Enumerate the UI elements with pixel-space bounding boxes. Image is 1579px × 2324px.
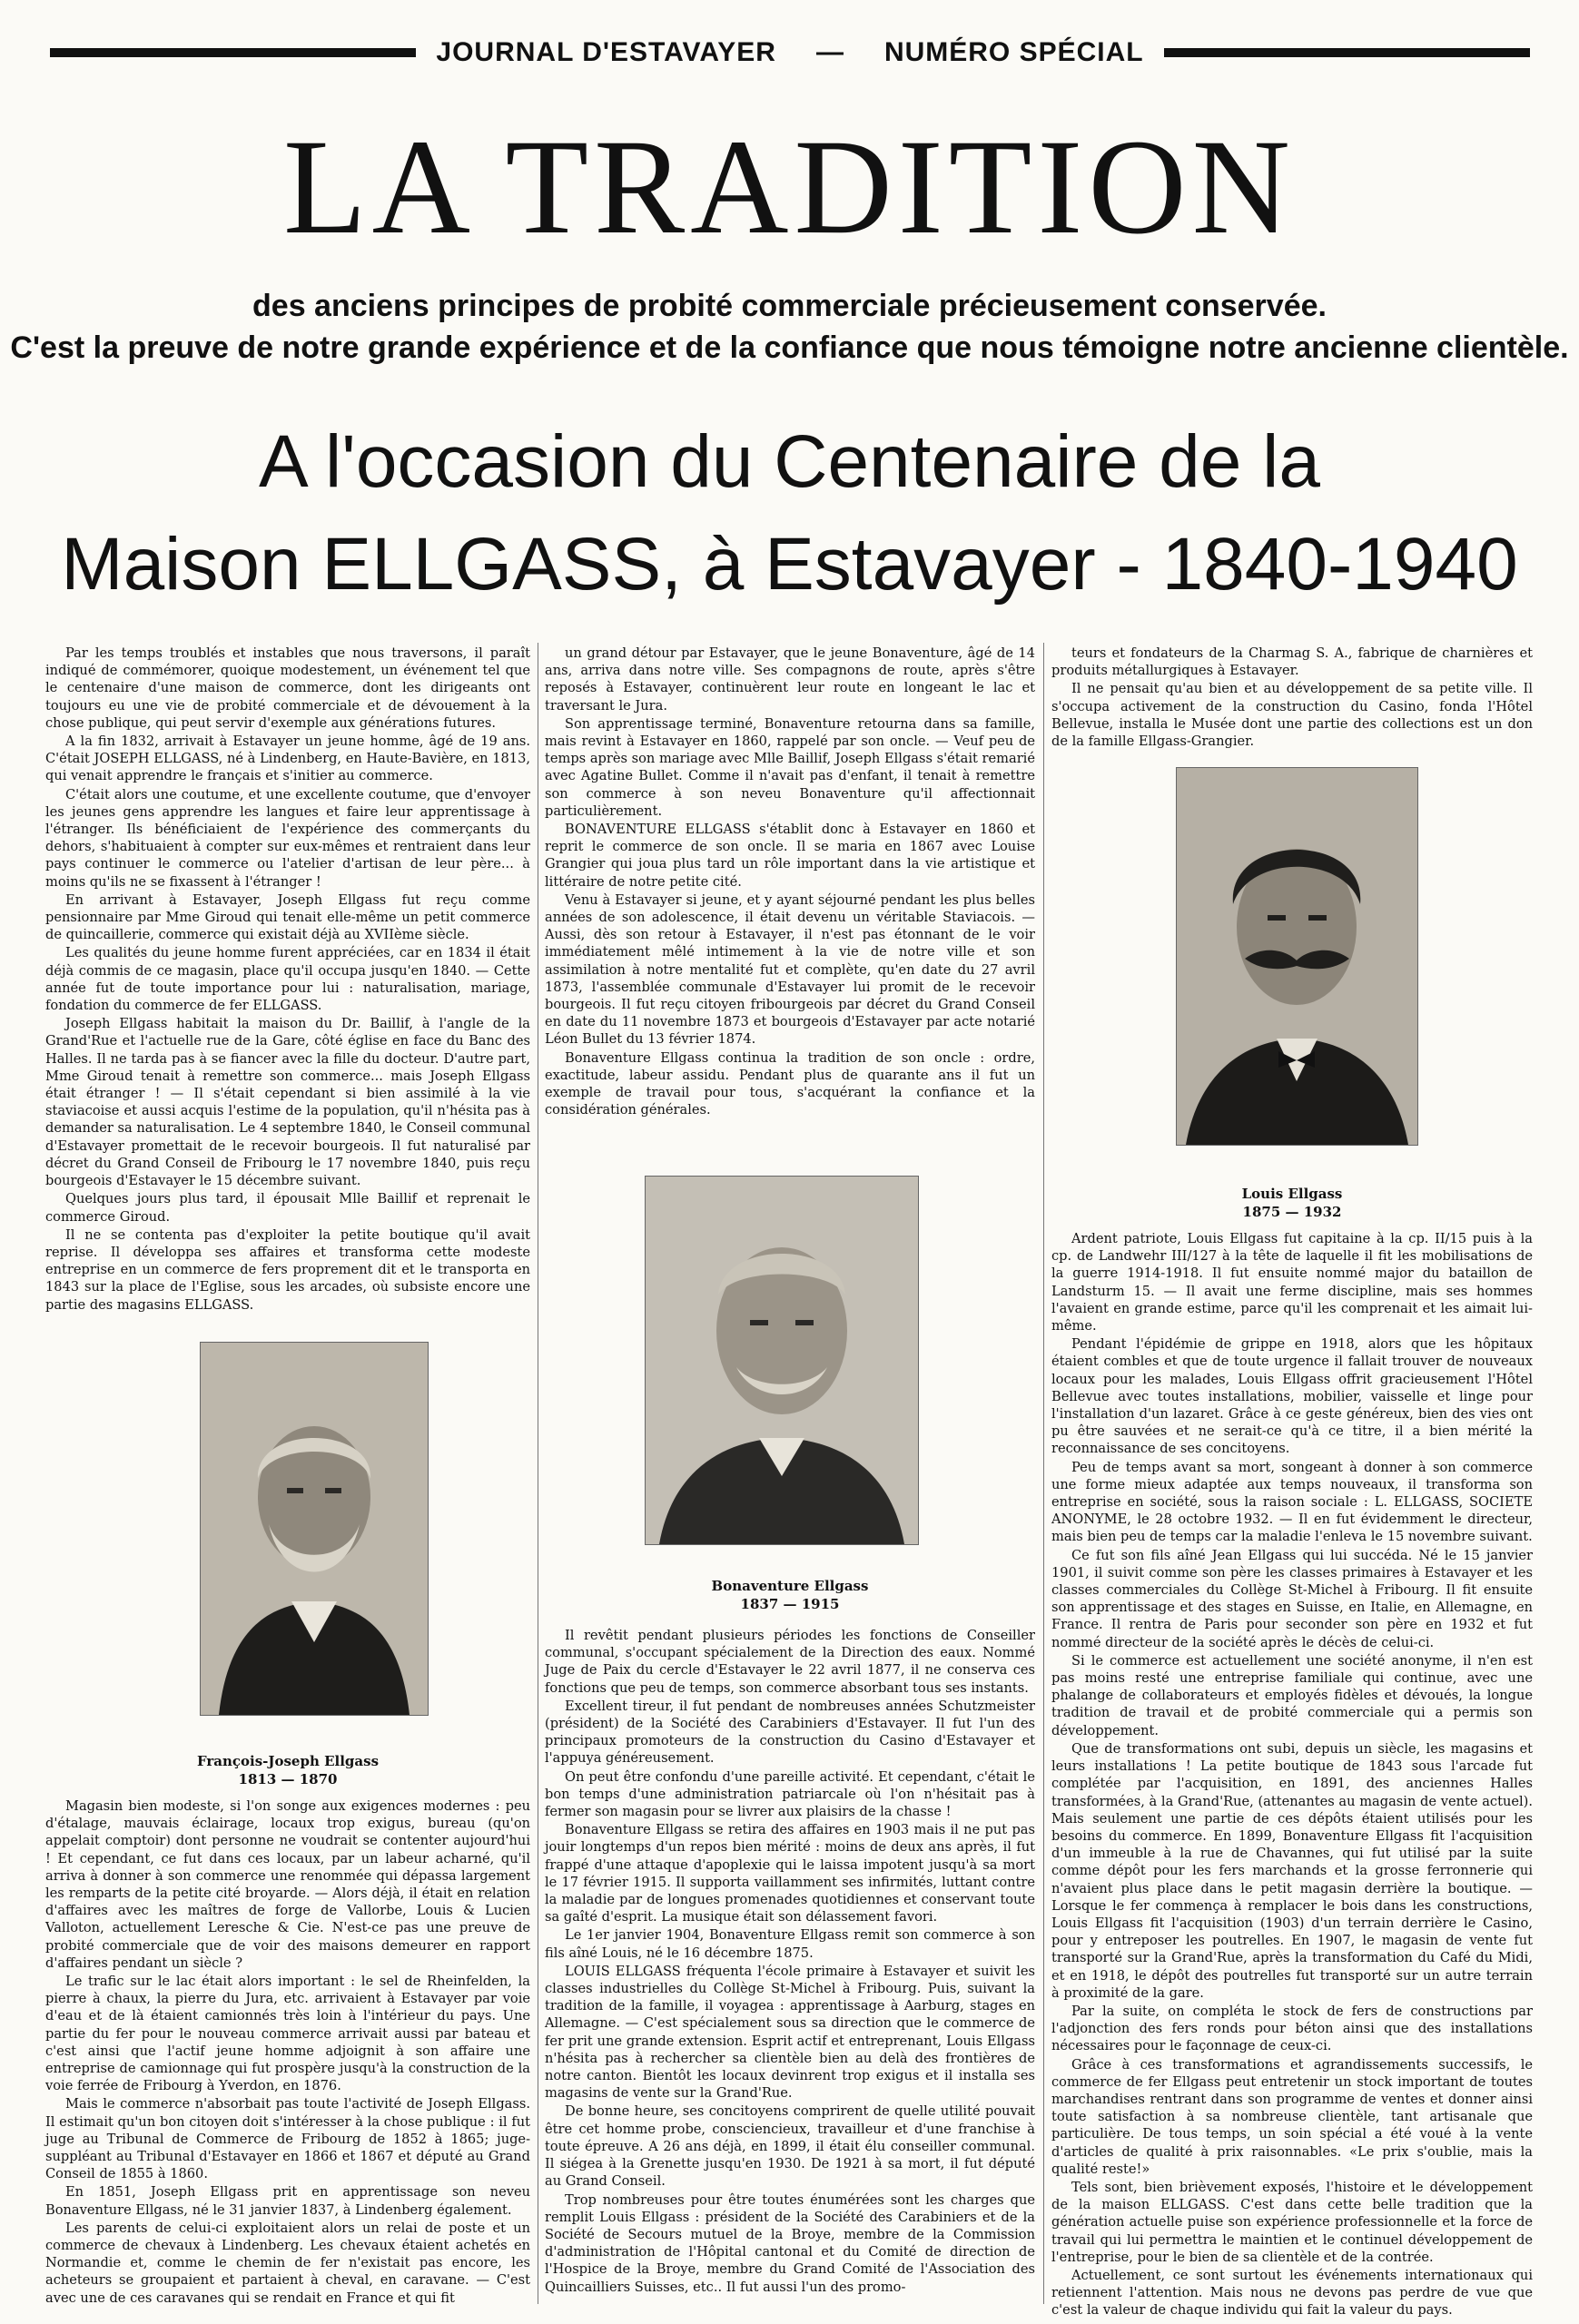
paragraph: Bonaventure Ellgass continua la tradition de son oncle : ordre, exactitude, labeur assidu. Pendant plus de quarante ans il fut un exemple de travail pour tous, s'acquérant la confiance et la considération générales. bbox=[545, 1049, 1035, 1118]
caption-louis bbox=[1051, 1185, 1533, 1221]
paragraph: Ardent patriote, Louis Ellgass fut capitaine à la cp. II/15 puis à la cp. de Landwehr III/127 à la tête de laquelle il fit les mobilisations de la guerre 1914-1918. Il fut ensuite nommé major du bataillon de Landsturm 15. — Il avait une ferme discipline, mais ses hommes l'avaient en grande estime, parce qu'il les comprenait et les aimait lui-même. bbox=[1051, 1231, 1533, 1334]
caption-bonaventure bbox=[545, 1577, 1035, 1613]
column-3-bottom bbox=[1051, 1230, 1533, 2320]
paragraph: Son apprentissage terminé, Bonaventure retourna dans sa famille, mais revint à Estavayer en 1860, rappelé par son oncle. — Veuf peu de temps après son mariage avec Mlle Baillif, Joseph Ellgass s'était remarié avec Agatine Bullet. Comme il n'avait pas d'enfant, il tenait à remettre son commerce à son neveu Bonaventure qu'il affectionnait particulièrement. bbox=[545, 715, 1035, 819]
column-2-top bbox=[545, 645, 1035, 1119]
paragraph: Actuellement, ce sont surtout les événements internationaux qui retiennent l'attention. Mais nous ne devons pas perdre de vue que c'est la valeur de chaque individu qui fait la valeur du pays. bbox=[1051, 2267, 1533, 2319]
column-3-top bbox=[1051, 645, 1533, 751]
column-divider bbox=[1043, 643, 1044, 2304]
paragraph: teurs et fondateurs de la Charmag S. A., fabrique de charnières et produits métallurgiques à Estavayer. bbox=[1051, 645, 1533, 679]
caption-name: Bonaventure Ellgass bbox=[711, 1578, 869, 1594]
paragraph: Tels sont, bien brièvement exposés, l'histoire et le développement de la maison ELLGASS. C'est dans cette belle tradition que la génération actuelle puise son expérience professionnelle et la force de travail qui lui permettra le maintien et le continuel développement de l'entreprise, pour le bien de sa clientèle et de la contrée. bbox=[1051, 2179, 1533, 2265]
paragraph: Les parents de celui-ci exploitaient alors un relai de poste et un commerce de chevaux à Lindenberg. Les chevaux étaient achetés en Normandie et, comme le chemin de fer n'existait pas encore, les acheteurs se groupaient et partaient à cheval, en caravane. — C'est avec une de ces caravanes qui se rendait en France et qui fit bbox=[45, 2220, 530, 2306]
paragraph: Que de transformations ont subi, depuis un siècle, les magasins et leurs installations ! La petite boutique de 1843 sous l'arcade fut complétée par l'acquisition, en 1891, des anciennes Halles transformées, à la Grand'Rue, (attenantes au magasin de vente actuel). Mais seulement une partie de ces dépôts étaient utilisés pour les besoins du commerce. En 1899, Bonaventure Ellgass fit l'acquisition d'un immeuble à la rue de Chavannes, qui fut utilisé par la suite comme dépôt pour les fers marchands et la grosse ferronnerie qui n'avaient plus place dans le petit magasin derrière la boutique. — Lorsque le fer commença à remplacer le bois dans les constructions, Louis Ellgass fit l'acquisition (1903) d'un terrain derrière le Casino, pour y entreposer les poutrelles. En 1907, le magasin de vente fut transporté sur la Grand'Rue, après la transformation du Café du Midi, et en 1918, le dépôt des poutrelles fut transporté sur un autre terrain à proximité de la gare. bbox=[1051, 1740, 1533, 2001]
paragraph: Joseph Ellgass habitait la maison du Dr. Baillif, à l'angle de la Grand'Rue et l'actuelle rue de la Gare, côté église en face du Banc des Halles. Il ne tarda pas à se fiancer avec la fille du docteur. D'autre part, Mme Giroud tenait à remettre son commerce... mais Joseph Ellgass était étranger ! — Il s'était cependant si bien assimilé à la vie staviacoise et aussi acquis l'estime de la population, qu'il n'hésita pas à demander sa naturalisation. Le 4 septembre 1840, le Conseil communal d'Estavayer promettait de le recevoir bourgeois. Il fut naturalisé par décret du Grand Conseil de Fribourg le 17 novembre 1840, puis reçu bourgeois d'Estavayer le 15 décembre suivant. bbox=[45, 1016, 530, 1189]
paragraph: Excellent tireur, il fut pendant de nombreuses années Schutzmeister (président) de la Société des Carabiniers d'Estavayer. Il fut l'un des principaux promoteurs de la construction du Casino d'Estavayer et l'appuya généreusement. bbox=[545, 1698, 1035, 1767]
paragraph: Le 1er janvier 1904, Bonaventure Ellgass remit son commerce à son fils aîné Louis, né le 16 décembre 1875. bbox=[545, 1927, 1035, 1961]
portrait-image bbox=[646, 1177, 918, 1544]
paragraph: Ce fut son fils aîné Jean Ellgass qui lui succéda. Né le 15 janvier 1901, il suivit comme son père les classes primaires à Estavayer et les classes commerciales du Collège St-Michel à Fribourg. Il fit ensuite son apprentissage et des stages en Suisse, en Italie, en Allemagne, en France. Il rentra de Paris pour seconder son père en 1932 et fut nommé directeur de la société après le décès de celui-ci. bbox=[1051, 1547, 1533, 1650]
masthead-rule-right bbox=[1164, 48, 1530, 57]
portrait-louis-ellgass bbox=[1176, 767, 1418, 1146]
paragraph: Il ne pensait qu'au bien et au développement de sa petite ville. Il s'occupa activement de la construction du Casino, fonda l'Hôtel Bellevue, installa le Musée dont une partie des collections est un don de la famille Ellgass-Grangier. bbox=[1051, 681, 1533, 750]
paragraph: Les qualités du jeune homme furent appréciées, car en 1834 il était déjà commis de ce magasin, place qu'il occupa jusqu'en 1840. — Cette année fut de toute importance pour lui : naturalisation, mariage, fondation du commerce de fer ELLGASS. bbox=[45, 945, 530, 1014]
paragraph: Grâce à ces transformations et agrandissements successifs, le commerce de fer Ellgass peut entretenir un stock important de toutes marchandises rentrant dans son programme de ventes et donner ainsi toute satisfaction à sa nombreuse clientèle, tant artisanale que particulière. De tous temps, un soin spécial a été voué à la vente d'articles de qualité à prix raisonnables. «Le prix s'oublie, mais la qualité reste!» bbox=[1051, 2056, 1533, 2177]
paragraph: Pendant l'épidémie de grippe en 1918, alors que les hôpitaux étaient combles et que de toute urgence il fallait trouver de nouveaux locaux pour les malades, Louis Ellgass offrit gracieusement l'Hôtel Bellevue avec toutes installations, mobilier, vaisselle et linge pour l'installation d'un lazaret. Grâce à ce geste généreux, bien des vies ont pu être sauvées et ne serait-ce qu'à ce titre, il a bien mérité la reconnaissance de ses concitoyens. bbox=[1051, 1336, 1533, 1457]
paragraph: C'était alors une coutume, et une excellente coutume, que d'envoyer les jeunes gens apprendre les langues et faire leur apprentissage à l'étranger. Ils bénéficiaient de l'expérience des commerçants du dehors, s'habituaient à compter sur eux-mêmes et rentraient dans leur pays continuer le commerce ou l'atelier d'artisan de leur père... à moins qu'ils ne se fixassent à l'étranger ! bbox=[45, 786, 530, 890]
paragraph: LOUIS ELLGASS fréquenta l'école primaire à Estavayer et suivit les classes industrielles du Collège St-Michel à Fribourg. Puis, suivant la tradition de la famille, il voyagea : apprentissage à Aarburg, stages en Allemagne. — C'est spécialement sous sa direction que le commerce de fer prit une grande extension. Esprit actif et entreprenant, Louis Ellgass n'hésita pas à rechercher sa clientèle bien au delà des frontières de notre canton. Bientôt les locaux devinrent trop exigus et il installa ses magasins de vente sur la Grand'Rue. bbox=[545, 1963, 1035, 2102]
paragraph: En arrivant à Estavayer, Joseph Ellgass fut reçu comme pensionnaire par Mme Giroud qui tenait elle-même un petit commerce de quincaillerie, commerce qui existait déjà au XVIIème siècle. bbox=[45, 891, 530, 943]
paragraph: Si le commerce est actuellement une société anonyme, il n'en est pas moins resté une entreprise familiale qui continue, avec une phalange de collaborateurs et employés fidèles et dévoués, la longue tradition de travail et de probité commerciale qui a permis son développement. bbox=[1051, 1652, 1533, 1738]
caption-name: Louis Ellgass bbox=[1241, 1186, 1343, 1202]
paragraph: BONAVENTURE ELLGASS s'établit donc à Estavayer en 1860 et reprit le commerce de son oncle. Il se maria en 1867 avec Louise Grangier qui joua plus tard un rôle important dans la vie artistique et littéraire de notre petite cité. bbox=[545, 822, 1035, 890]
portrait-francois-joseph-ellgass bbox=[200, 1342, 429, 1716]
paragraph: un grand détour par Estavayer, que le jeune Bonaventure, âgé de 14 ans, arriva dans notre ville. Ses compagnons de route, après s'être reposés à Estavayer, continuèrent leur route en longeant le lac et traversant le Jura. bbox=[545, 645, 1035, 714]
paragraph: Venu à Estavayer si jeune, et y ayant séjourné pendant les plus belles années de son adolescence, il était devenu un véritable Staviacois. — Aussi, dès son retour à Estavayer, il n'est pas étonnant de le voir immédiatement mêlé intimement à la vie de notre ville et son assimilation à notre mentalité fut et complète, qu'en date du 27 avril 1873, l'assemblée communale d'Estavayer lui promit de le recevoir bourgeois. Il fut reçu citoyen fribourgeois par décret du Grand Conseil en date du 11 novembre 1873 et bourgeois d'Estavayer par acte notarié Léon Bullet du 13 février 1874. bbox=[545, 891, 1035, 1048]
paragraph: Il ne se contenta pas d'exploiter la petite boutique qu'il avait reprise. Il développa ses affaires et transforma cette modeste entreprise en un commerce de fers proprement dit et le transporta en 1843 sur la place de l'Eglise, sous les arcades, où subsiste encore une partie des magasins ELLGASS. bbox=[45, 1226, 530, 1313]
caption-dates: 1875 — 1932 bbox=[1242, 1204, 1342, 1220]
subtitle-line-2: C'est la preuve de notre grande expérience et de la confiance que nous témoigne notre ancienne clientèle. bbox=[10, 330, 1569, 365]
portrait-image bbox=[201, 1343, 428, 1715]
paragraph: Magasin bien modeste, si l'on songe aux exigences modernes : peu d'étalage, mauvais éclairage, locaux trop exigus, bureau (qu'on appelait comptoir) dont personne ne voudrait se contenter aujourd'hui ! Et cependant, ce fut dans ces locaux, par un labeur acharné, qu'il arriva à donner à son commerce une renommée qui dépassa largement les remparts de la petite cité broyarde. — Alors déjà, il était en relation d'affaires avec les maîtres de forge de Vallorbe, Louis & Lucien Valloton, actuellement Leresche & Cie. N'est-ce pas une preuve de probité commerciale que de voir des maisons demeurer en rapport d'affaires pendant un siècle ? bbox=[45, 1798, 530, 1971]
paragraph: Trop nombreuses pour être toutes énumérées sont les charges que remplit Louis Ellgass : président de la Société des Carabiniers et de la Société de Secours mutuel de la Broye, membre de la Commission d'administration de l'Hôpital cantonal et du Comité de direction de l'Hospice de la Broye, membre du Grand Comité de l'Association des Quincailliers Suisses, etc.. Il fut aussi l'un des promo- bbox=[545, 2191, 1035, 2295]
headline-line-1: A l'occasion du Centenaire de la bbox=[259, 420, 1320, 503]
portrait-image bbox=[1177, 768, 1417, 1145]
column-1-top bbox=[45, 645, 530, 1315]
paragraph: A la fin 1832, arrivait à Estavayer un jeune homme, âgé de 19 ans. C'était JOSEPH ELLGASS, né à Lindenberg, en Haute-Bavière, en 1813, qui venait apprendre le français et s'initier au commerce. bbox=[45, 734, 530, 784]
paragraph: Mais le commerce n'absorbait pas toute l'activité de Joseph Ellgass. Il estimait qu'un bon citoyen doit s'intéresser à la chose publique : il fut juge au Tribunal de Commerce de Fribourg de 1852 à 1865; juge-suppléant au Tribunal d'Estavayer en 1866 et 1867 et député au Grand Conseil de 1855 à 1860. bbox=[45, 2096, 530, 2182]
paragraph: Peu de temps avant sa mort, songeant à donner à son commerce une forme mieux adaptée aux temps nouveaux, il transforma son entreprise en société, sous la raison sociale : L. ELLGASS, SOCIETE ANONYME, le 28 octobre 1932. — Il en fut évidemment le directeur, mais bien peu de temps car la maladie l'enleva le 15 novembre suivant. bbox=[1051, 1459, 1533, 1545]
paragraph: Le trafic sur le lac était alors important : le sel de Rheinfelden, la pierre à chaux, la pierre du Jura, etc. arrivaient à Estavayer par voie d'eau et de là étaient camionnés très loin à l'intérieur du pays. Une partie du fer pour le nouveau commerce arrivait aussi par bateau et c'est ainsi que l'actif jeune homme adjoignit à son affaire une entreprise de camionnage qui fut prospère jusqu'à la construction de la voie ferrée de Fribourg à Yverdon, en 1876. bbox=[45, 1974, 530, 2094]
paragraph: Par la suite, on compléta le stock de fers de constructions par l'adjonction des fers ronds pour béton ainsi que des installations nécessaires pour le façonnage de ceux-ci. bbox=[1051, 2003, 1533, 2054]
paragraph: Bonaventure Ellgass se retira des affaires en 1903 mais il ne put pas jouir longtemps d'un repos bien mérité : moins de deux ans après, il fut frappé d'une attaque d'apoplexie qui le laissa impotent jusqu'à sa mort le 17 février 1915. Il supporta vaillamment ses infirmités, luttant contre la maladie par de longues promenades quotidiennes et conservant toute sa gaîté d'esprit. La musique était son délassement favori. bbox=[545, 1822, 1035, 1925]
caption-name: François-Joseph Ellgass bbox=[196, 1753, 380, 1769]
paragraph: On peut être confondu d'une pareille activité. Et cependant, c'était le bon temps d'une administration patriarcale où l'on n'hésitait pas à fermer son magasin pour se livrer aux plaisirs de la chasse ! bbox=[545, 1768, 1035, 1820]
paragraph: En 1851, Joseph Ellgass prit en apprentissage son neveu Bonaventure Ellgass, né le 31 janvier 1837, à Lindenberg également. bbox=[45, 2184, 530, 2218]
subtitle-line-1: des anciens principes de probité commerciale précieusement conservée. bbox=[252, 289, 1327, 323]
caption-francois-joseph bbox=[45, 1752, 530, 1788]
page-title: LA TRADITION bbox=[283, 112, 1296, 262]
headline-line-2: Maison ELLGASS, à Estavayer - 1840-1940 bbox=[61, 523, 1518, 606]
caption-dates: 1813 — 1870 bbox=[238, 1771, 338, 1787]
masthead bbox=[50, 36, 1530, 69]
portrait-bonaventure-ellgass bbox=[645, 1176, 919, 1545]
masthead-dash: — bbox=[815, 37, 844, 67]
journal-name: JOURNAL D'ESTAVAYER bbox=[436, 37, 776, 67]
caption-dates: 1837 — 1915 bbox=[740, 1596, 840, 1612]
special-issue-label: NUMÉRO SPÉCIAL bbox=[883, 37, 1144, 67]
column-2-bottom bbox=[545, 1627, 1035, 2297]
column-1-bottom bbox=[45, 1797, 530, 2308]
paragraph: Il revêtit pendant plusieurs périodes les fonctions de Conseiller communal, s'occupant spécialement de la Direction des eaux. Nommé Juge de Paix du cercle d'Estavayer le 22 avril 1877, il ne conserva ces fonctions que peu de temps, son commerce absorbant tous ses instants. bbox=[545, 1628, 1035, 1696]
paragraph: Par les temps troublés et instables que nous traversons, il paraît indiqué de commémorer, quoique modestement, un événement tel que le centenaire d'une maison de commerce, dont les dirigeants ont toujours eu une vie de probité commerciale et de dévouement à la chose publique, qui peut servir d'exemple aux générations futures. bbox=[45, 645, 530, 731]
masthead-rule-left bbox=[50, 48, 416, 57]
paragraph: Quelques jours plus tard, il épousait Mlle Baillif et reprenait le commerce Giroud. bbox=[45, 1191, 530, 1225]
paragraph: De bonne heure, ses concitoyens comprirent de quelle utilité pouvait être cet homme probe, consciencieux, travailleur et d'une franchise à toute épreuve. A 26 ans déjà, en 1899, il était élu conseiller communal. Il siégea à la Grenette jusqu'en 1930. De 1921 à sa mort, il fut député au Grand Conseil. bbox=[545, 2103, 1035, 2190]
